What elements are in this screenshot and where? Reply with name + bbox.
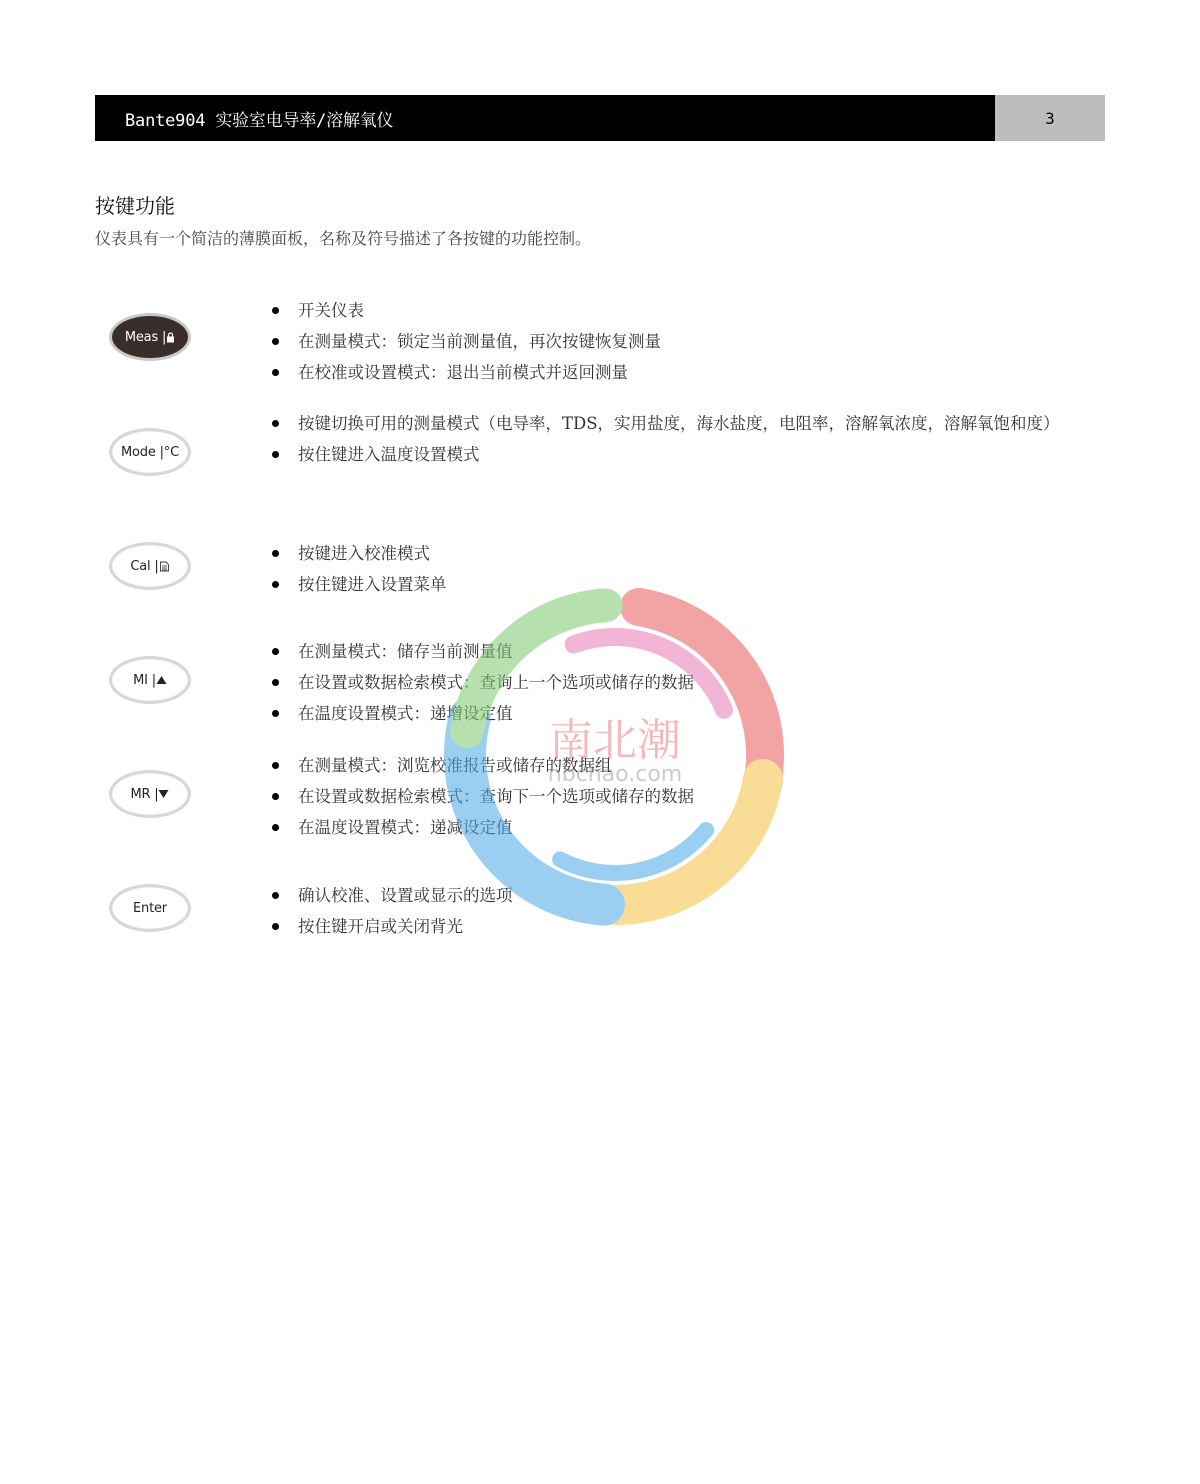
list-item: 按键进入校准模式: [265, 538, 1075, 569]
cal-key-description: [265, 538, 1075, 600]
header-bar: [95, 95, 995, 141]
list-item: 在温度设置模式：递增设定值: [265, 698, 1075, 729]
enter-key[interactable]: [109, 884, 191, 932]
list-item: 开关仪表: [265, 295, 1075, 326]
list-item: 在测量模式：浏览校准报告或储存的数据组: [265, 750, 1075, 781]
mi-key[interactable]: [109, 656, 191, 704]
svg-text:南北潮: 南北潮: [549, 715, 681, 766]
svg-text:nbchao.com: nbchao.com: [547, 762, 683, 787]
section-title: 按键功能: [95, 194, 175, 218]
mi-key-description: [265, 636, 1075, 729]
down-arrow-icon: [158, 789, 169, 799]
page-number: 3: [1045, 108, 1055, 128]
section-intro: 仪表具有一个简洁的薄膜面板，名称及符号描述了各按键的功能控制。: [95, 229, 592, 248]
mode-key-description: [265, 408, 1075, 470]
cal-key[interactable]: [109, 542, 191, 590]
page-number-box: [995, 95, 1105, 141]
list-item: 按住键进入设置菜单: [265, 569, 1075, 600]
mode-key-label: Mode |°C: [121, 444, 179, 460]
up-arrow-icon: [156, 675, 167, 685]
list-item: 按住键进入温度设置模式: [265, 439, 1075, 470]
list-item: 确认校准、设置或显示的选项: [265, 880, 1075, 911]
document-icon: [159, 561, 170, 572]
meas-key[interactable]: [109, 313, 191, 361]
list-item: 在校准或设置模式：退出当前模式并返回测量: [265, 357, 1075, 388]
enter-key-label: Enter: [133, 900, 167, 916]
mr-key-description: [265, 750, 1075, 843]
mi-key-label: MI |: [133, 672, 156, 688]
cal-key-label: Cal |: [130, 558, 159, 574]
list-item: 在测量模式：储存当前测量值: [265, 636, 1075, 667]
list-item: 按住键开启或关闭背光: [265, 911, 1075, 942]
mr-key-label: MR |: [130, 786, 159, 802]
meas-key-label: Meas |: [124, 329, 167, 345]
list-item: 在设置或数据检索模式：查询上一个选项或储存的数据: [265, 667, 1075, 698]
list-item: 在测量模式：锁定当前测量值，再次按键恢复测量: [265, 326, 1075, 357]
meas-key-description: [265, 295, 1075, 388]
enter-key-description: [265, 880, 1075, 942]
lock-icon: [166, 332, 175, 343]
mode-key[interactable]: [109, 428, 191, 476]
list-item: 按键切换可用的测量模式（电导率，TDS，实用盐度，海水盐度，电阻率，溶解氧浓度，溶解氧饱和度）: [265, 408, 1075, 439]
document-title: Bante904 实验室电导率/溶解氧仪: [125, 110, 394, 131]
mr-key[interactable]: [109, 770, 191, 818]
list-item: 在设置或数据检索模式：查询下一个选项或储存的数据: [265, 781, 1075, 812]
list-item: 在温度设置模式：递减设定值: [265, 812, 1075, 843]
